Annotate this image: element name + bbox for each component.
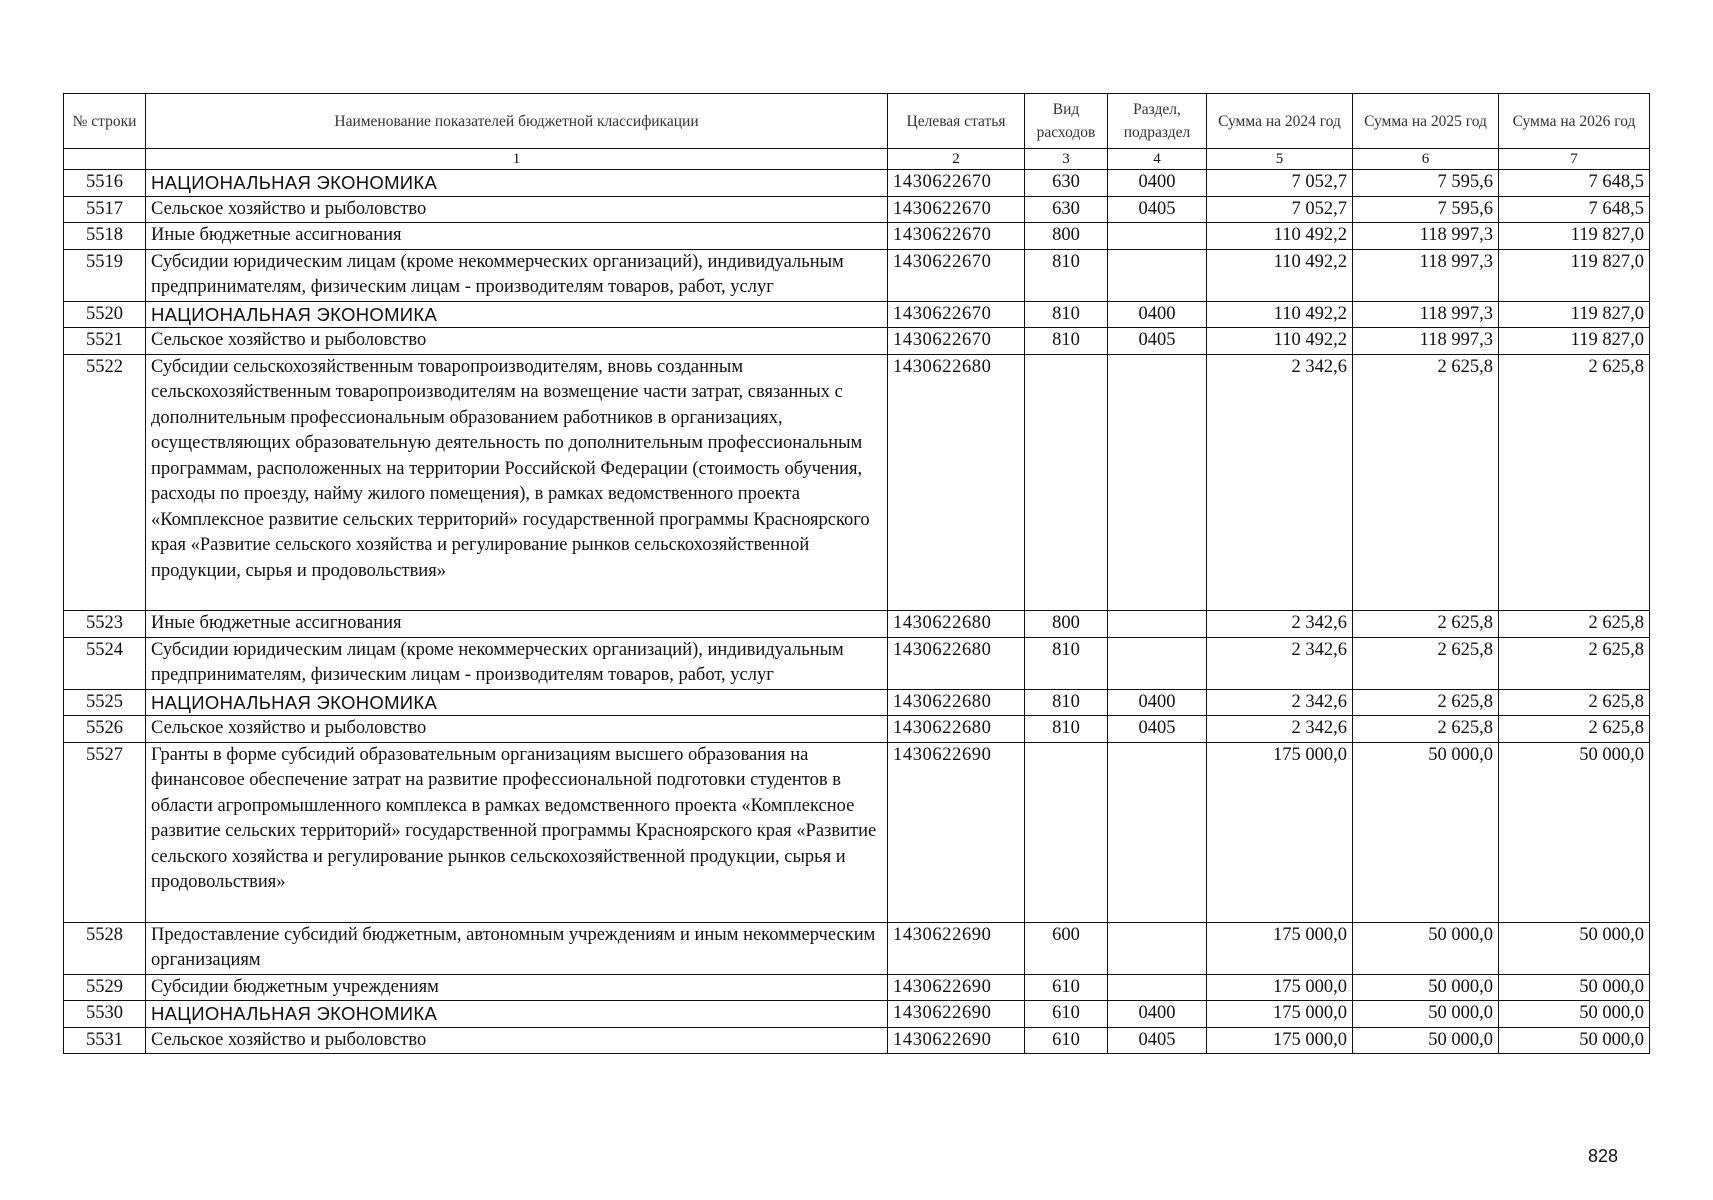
indicator-name: Иные бюджетные ассигнования	[146, 223, 888, 250]
header-sum-2025: Сумма на 2025 год	[1353, 94, 1499, 149]
section-subsection	[1108, 249, 1207, 301]
target-article: 1430622670	[888, 249, 1025, 301]
header-razdel: Раздел, подраздел	[1108, 94, 1207, 149]
expense-type: 800	[1025, 611, 1108, 638]
indicator-name: Сельское хозяйство и рыболовство	[146, 1027, 888, 1054]
table-row	[64, 742, 1650, 922]
sum-2026: 50 000,0	[1499, 922, 1650, 974]
column-number: 7	[1499, 149, 1650, 170]
section-subsection: 0405	[1108, 1027, 1207, 1054]
expense-type: 610	[1025, 974, 1108, 1001]
indicator-name: Сельское хозяйство и рыболовство	[146, 328, 888, 355]
table-body	[64, 170, 1650, 1054]
sum-2026: 119 827,0	[1499, 223, 1650, 250]
sum-2026: 50 000,0	[1499, 1027, 1650, 1054]
sum-2024: 2 342,6	[1207, 689, 1353, 716]
expense-type: 630	[1025, 170, 1108, 197]
header-name: Наименование показателей бюджетной классификации	[146, 94, 888, 149]
column-number: 6	[1353, 149, 1499, 170]
expense-type: 600	[1025, 922, 1108, 974]
expense-type	[1025, 354, 1108, 611]
section-subsection: 0405	[1108, 716, 1207, 743]
sum-2024: 2 342,6	[1207, 611, 1353, 638]
indicator-name: Гранты в форме субсидий образовательным организациям высшего образования на финансовое обеспечение затрат на развитие профессиональной подготовки студентов в области агропромышленного комплекса в рамках ведомственного проекта «Комплексное развитие сельских территорий» государственной программы Красноярского края «Развитие сельского хозяйства и регулирование рынков сельскохозяйственной продукции, сырья и продовольствия»	[146, 742, 888, 922]
sum-2024: 175 000,0	[1207, 922, 1353, 974]
section-subsection	[1108, 223, 1207, 250]
sum-2025: 2 625,8	[1353, 611, 1499, 638]
target-article: 1430622670	[888, 223, 1025, 250]
expense-type: 810	[1025, 716, 1108, 743]
section-subsection	[1108, 922, 1207, 974]
section-subsection	[1108, 354, 1207, 611]
header-vid: Вид расходов	[1025, 94, 1108, 149]
expense-type: 810	[1025, 249, 1108, 301]
sum-2024: 7 052,7	[1207, 170, 1353, 197]
table-row	[64, 1027, 1650, 1054]
column-number-row	[64, 149, 1650, 170]
expense-type	[1025, 742, 1108, 922]
sum-2024: 110 492,2	[1207, 328, 1353, 355]
expense-type: 800	[1025, 223, 1108, 250]
sum-2025: 50 000,0	[1353, 974, 1499, 1001]
sum-2024: 110 492,2	[1207, 223, 1353, 250]
indicator-name: Субсидии сельскохозяйственным товаропроизводителям, вновь созданным сельскохозяйственным товаропроизводителям на возмещение части затрат, связанных с дополнительным профессиональным образованием работников в организациях, осуществляющих образовательную деятельность по дополнительным профессиональным программам, расположенных на территории Российской Федерации (стоимость обучения, расходы по проезду, найму жилого помещения), в рамках ведомственного проекта «Комплексное развитие сельских территорий» государственной программы Красноярского края «Развитие сельского хозяйства и регулирование рынков сельскохозяйственной продукции, сырья и продовольствия»	[146, 354, 888, 611]
sum-2025: 7 595,6	[1353, 170, 1499, 197]
expense-type: 810	[1025, 328, 1108, 355]
sum-2026: 50 000,0	[1499, 974, 1650, 1001]
target-article: 1430622690	[888, 974, 1025, 1001]
header-row-no: № строки	[64, 94, 146, 149]
target-article: 1430622680	[888, 611, 1025, 638]
section-subsection	[1108, 742, 1207, 922]
indicator-name: НАЦИОНАЛЬНАЯ ЭКОНОМИКА	[146, 1001, 888, 1028]
header-sum-2024: Сумма на 2024 год	[1207, 94, 1353, 149]
sum-2024: 175 000,0	[1207, 1001, 1353, 1028]
indicator-name: Субсидии бюджетным учреждениям	[146, 974, 888, 1001]
target-article: 1430622690	[888, 922, 1025, 974]
section-subsection	[1108, 637, 1207, 689]
column-number: 3	[1025, 149, 1108, 170]
row-number: 5527	[64, 742, 146, 922]
indicator-name: НАЦИОНАЛЬНАЯ ЭКОНОМИКА	[146, 689, 888, 716]
row-number: 5520	[64, 301, 146, 328]
section-subsection: 0400	[1108, 689, 1207, 716]
sum-2024: 2 342,6	[1207, 716, 1353, 743]
row-number: 5525	[64, 689, 146, 716]
sum-2024: 175 000,0	[1207, 742, 1353, 922]
sum-2026: 2 625,8	[1499, 689, 1650, 716]
expense-type: 810	[1025, 637, 1108, 689]
sum-2024: 175 000,0	[1207, 974, 1353, 1001]
sum-2024: 7 052,7	[1207, 196, 1353, 223]
header-row	[64, 94, 1650, 149]
page-number: 828	[1588, 1146, 1619, 1166]
sum-2024: 110 492,2	[1207, 249, 1353, 301]
sum-2025: 2 625,8	[1353, 689, 1499, 716]
indicator-name: Сельское хозяйство и рыболовство	[146, 716, 888, 743]
sum-2026: 7 648,5	[1499, 196, 1650, 223]
sum-2026: 119 827,0	[1499, 301, 1650, 328]
section-subsection	[1108, 611, 1207, 638]
row-number: 5517	[64, 196, 146, 223]
table-row	[64, 328, 1650, 355]
indicator-name: Сельское хозяйство и рыболовство	[146, 196, 888, 223]
row-number: 5526	[64, 716, 146, 743]
sum-2026: 2 625,8	[1499, 637, 1650, 689]
section-subsection: 0400	[1108, 301, 1207, 328]
table-row	[64, 716, 1650, 743]
sum-2026: 50 000,0	[1499, 742, 1650, 922]
expense-type: 630	[1025, 196, 1108, 223]
sum-2025: 118 997,3	[1353, 223, 1499, 250]
table-row	[64, 689, 1650, 716]
section-subsection: 0400	[1108, 170, 1207, 197]
sum-2024: 2 342,6	[1207, 354, 1353, 611]
sum-2025: 2 625,8	[1353, 354, 1499, 611]
target-article: 1430622680	[888, 354, 1025, 611]
target-article: 1430622670	[888, 170, 1025, 197]
sum-2025: 2 625,8	[1353, 716, 1499, 743]
target-article: 1430622680	[888, 689, 1025, 716]
sum-2026: 119 827,0	[1499, 328, 1650, 355]
row-number: 5531	[64, 1027, 146, 1054]
row-number: 5522	[64, 354, 146, 611]
row-number: 5529	[64, 974, 146, 1001]
sum-2024: 175 000,0	[1207, 1027, 1353, 1054]
row-number: 5524	[64, 637, 146, 689]
column-number: 5	[1207, 149, 1353, 170]
table-row	[64, 611, 1650, 638]
sum-2025: 50 000,0	[1353, 742, 1499, 922]
row-number: 5519	[64, 249, 146, 301]
indicator-name: НАЦИОНАЛЬНАЯ ЭКОНОМИКА	[146, 301, 888, 328]
header-sum-2026: Сумма на 2026 год	[1499, 94, 1650, 149]
sum-2026: 50 000,0	[1499, 1001, 1650, 1028]
sum-2026: 2 625,8	[1499, 611, 1650, 638]
sum-2024: 2 342,6	[1207, 637, 1353, 689]
indicator-name: НАЦИОНАЛЬНАЯ ЭКОНОМИКА	[146, 170, 888, 197]
indicator-name: Субсидии юридическим лицам (кроме некоммерческих организаций), индивидуальным предпринимателям, физическим лицам - производителям товаров, работ, услуг	[146, 249, 888, 301]
target-article: 1430622690	[888, 1027, 1025, 1054]
sum-2026: 2 625,8	[1499, 354, 1650, 611]
target-article: 1430622680	[888, 637, 1025, 689]
row-number: 5516	[64, 170, 146, 197]
sum-2024: 110 492,2	[1207, 301, 1353, 328]
expense-type: 610	[1025, 1027, 1108, 1054]
sum-2025: 118 997,3	[1353, 249, 1499, 301]
table-row	[64, 249, 1650, 301]
sum-2025: 50 000,0	[1353, 1027, 1499, 1054]
sum-2026: 2 625,8	[1499, 716, 1650, 743]
sum-2025: 50 000,0	[1353, 1001, 1499, 1028]
section-subsection: 0405	[1108, 328, 1207, 355]
section-subsection: 0405	[1108, 196, 1207, 223]
table-row	[64, 974, 1650, 1001]
expense-type: 810	[1025, 301, 1108, 328]
column-number	[64, 149, 146, 170]
column-number: 4	[1108, 149, 1207, 170]
sum-2026: 119 827,0	[1499, 249, 1650, 301]
section-subsection: 0400	[1108, 1001, 1207, 1028]
sum-2025: 118 997,3	[1353, 328, 1499, 355]
table-row	[64, 223, 1650, 250]
sum-2025: 118 997,3	[1353, 301, 1499, 328]
indicator-name: Предоставление субсидий бюджетным, автономным учреждениям и иным некоммерческим организациям	[146, 922, 888, 974]
target-article: 1430622690	[888, 1001, 1025, 1028]
table-row	[64, 354, 1650, 611]
row-number: 5521	[64, 328, 146, 355]
row-number: 5518	[64, 223, 146, 250]
sum-2025: 7 595,6	[1353, 196, 1499, 223]
header-target: Целевая статья	[888, 94, 1025, 149]
table-row	[64, 1001, 1650, 1028]
table-row	[64, 637, 1650, 689]
section-subsection	[1108, 974, 1207, 1001]
sum-2025: 2 625,8	[1353, 637, 1499, 689]
row-number: 5530	[64, 1001, 146, 1028]
table-row	[64, 301, 1650, 328]
column-number: 1	[146, 149, 888, 170]
indicator-name: Субсидии юридическим лицам (кроме некоммерческих организаций), индивидуальным предпринимателям, физическим лицам - производителям товаров, работ, услуг	[146, 637, 888, 689]
budget-table	[63, 93, 1650, 1054]
target-article: 1430622670	[888, 301, 1025, 328]
target-article: 1430622670	[888, 196, 1025, 223]
expense-type: 810	[1025, 689, 1108, 716]
row-number: 5528	[64, 922, 146, 974]
indicator-name: Иные бюджетные ассигнования	[146, 611, 888, 638]
target-article: 1430622670	[888, 328, 1025, 355]
row-number: 5523	[64, 611, 146, 638]
target-article: 1430622690	[888, 742, 1025, 922]
expense-type: 610	[1025, 1001, 1108, 1028]
table-row	[64, 922, 1650, 974]
target-article: 1430622680	[888, 716, 1025, 743]
sum-2025: 50 000,0	[1353, 922, 1499, 974]
sum-2026: 7 648,5	[1499, 170, 1650, 197]
table-row	[64, 196, 1650, 223]
column-number: 2	[888, 149, 1025, 170]
table-row	[64, 170, 1650, 197]
